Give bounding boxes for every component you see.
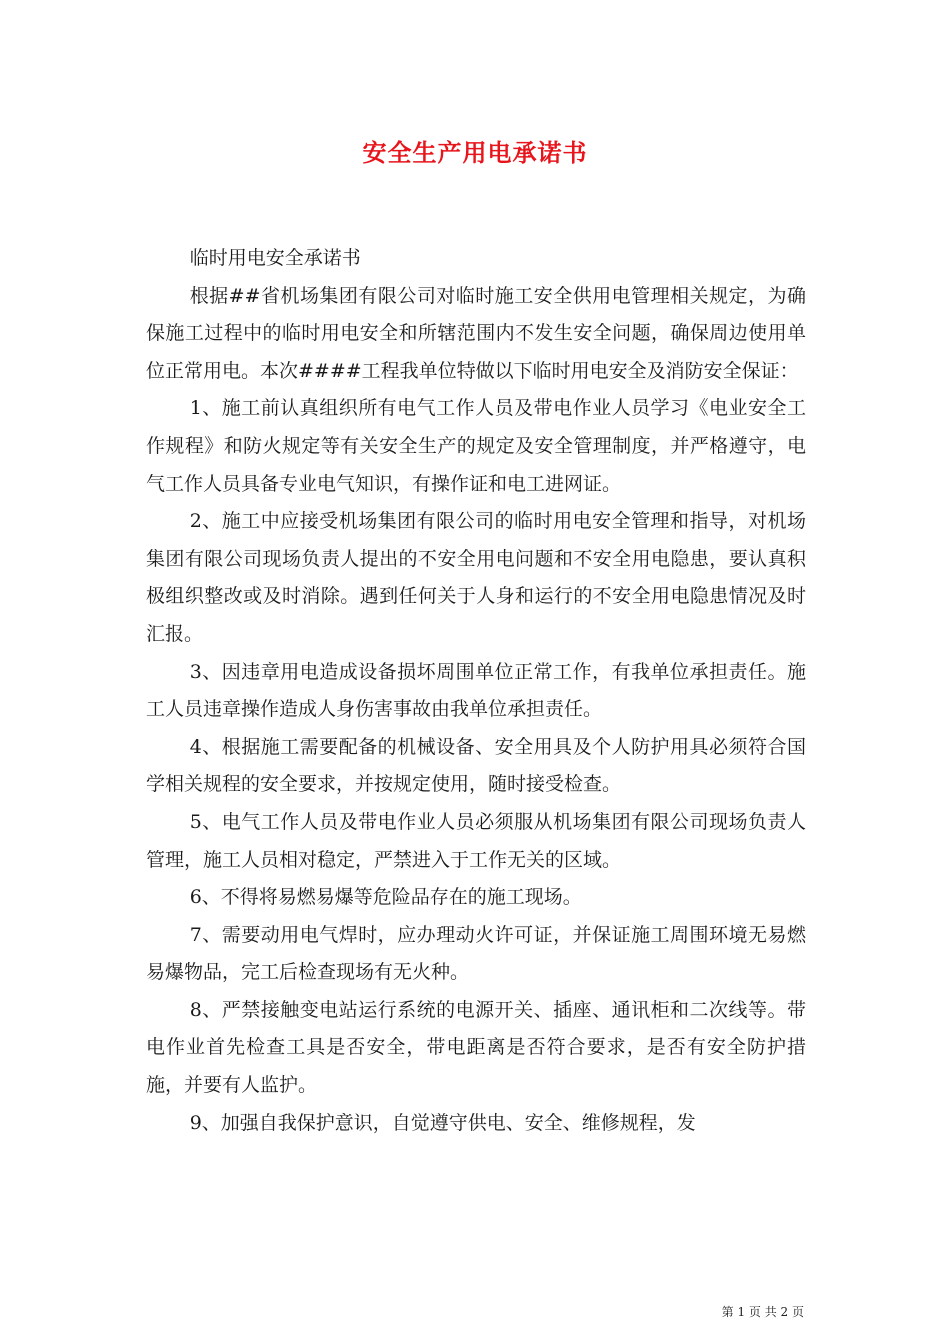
document-subtitle: 临时用电安全承诺书 [189, 247, 361, 269]
paragraph-item-3: 3、因违章用电造成设备损坏周围单位正常工作，有我单位承担责任。施工人员违章操作造成人身伤害事故由我单位承担责任。 [146, 660, 806, 721]
page-number: 第 1 页 共 2 页 [721, 1305, 804, 1319]
paragraph-item-5: 5、电气工作人员及带电作业人员必须服从机场集团有限公司现场负责人管理，施工人员相对稳定，严禁进入于工作无关的区域。 [146, 810, 806, 871]
paragraph-item-9: 9、加强自我保护意识，自觉遵守供电、安全、维修规程，发 [189, 1111, 696, 1134]
paragraph-item-2: 2、施工中应接受机场集团有限公司的临时用电安全管理和指导，对机场集团有限公司现场负责人提出的不安全用电问题和不安全用电隐患，要认真积极组织整改或及时消除。遇到任何关于人身和运行的不安全用电隐患情况及时汇报。 [146, 510, 806, 645]
paragraph-item-4: 4、根据施工需要配备的机械设备、安全用具及个人防护用具必须符合国学相关规程的安全要求，并按规定使用，随时接受检查。 [146, 735, 806, 796]
document-body [146, 240, 806, 1142]
paragraph-item-8: 8、严禁接触变电站运行系统的电源开关、插座、通讯柜和二次线等。带电作业首先检查工具是否安全，带电距离是否符合要求，是否有安全防护措施，并要有人监护。 [146, 998, 806, 1097]
paragraph-intro: 根据##省机场集团有限公司对临时施工安全供用电管理相关规定，为确保施工过程中的临时用电安全和所辖范围内不发生安全问题，确保周边使用单位正常用电。本次####工程我单位特做以下临时用电安全及消防安全保证： [146, 284, 806, 382]
document-title: 安全生产用电承诺书 [362, 138, 588, 167]
paragraph-item-1: 1、施工前认真组织所有电气工作人员及带电作业人员学习《电业安全工作规程》和防火规定等有关安全生产的规定及安全管理制度，并严格遵守，电气工作人员具备专业电气知识，有操作证和电工进网证。 [146, 397, 806, 495]
paragraph-item-7: 7、需要动用电气焊时，应办理动火许可证，并保证施工周围环境无易燃易爆物品，完工后检查现场有无火种。 [146, 923, 806, 984]
paragraph-item-6: 6、不得将易燃易爆等危险品存在的施工现场。 [189, 886, 582, 909]
